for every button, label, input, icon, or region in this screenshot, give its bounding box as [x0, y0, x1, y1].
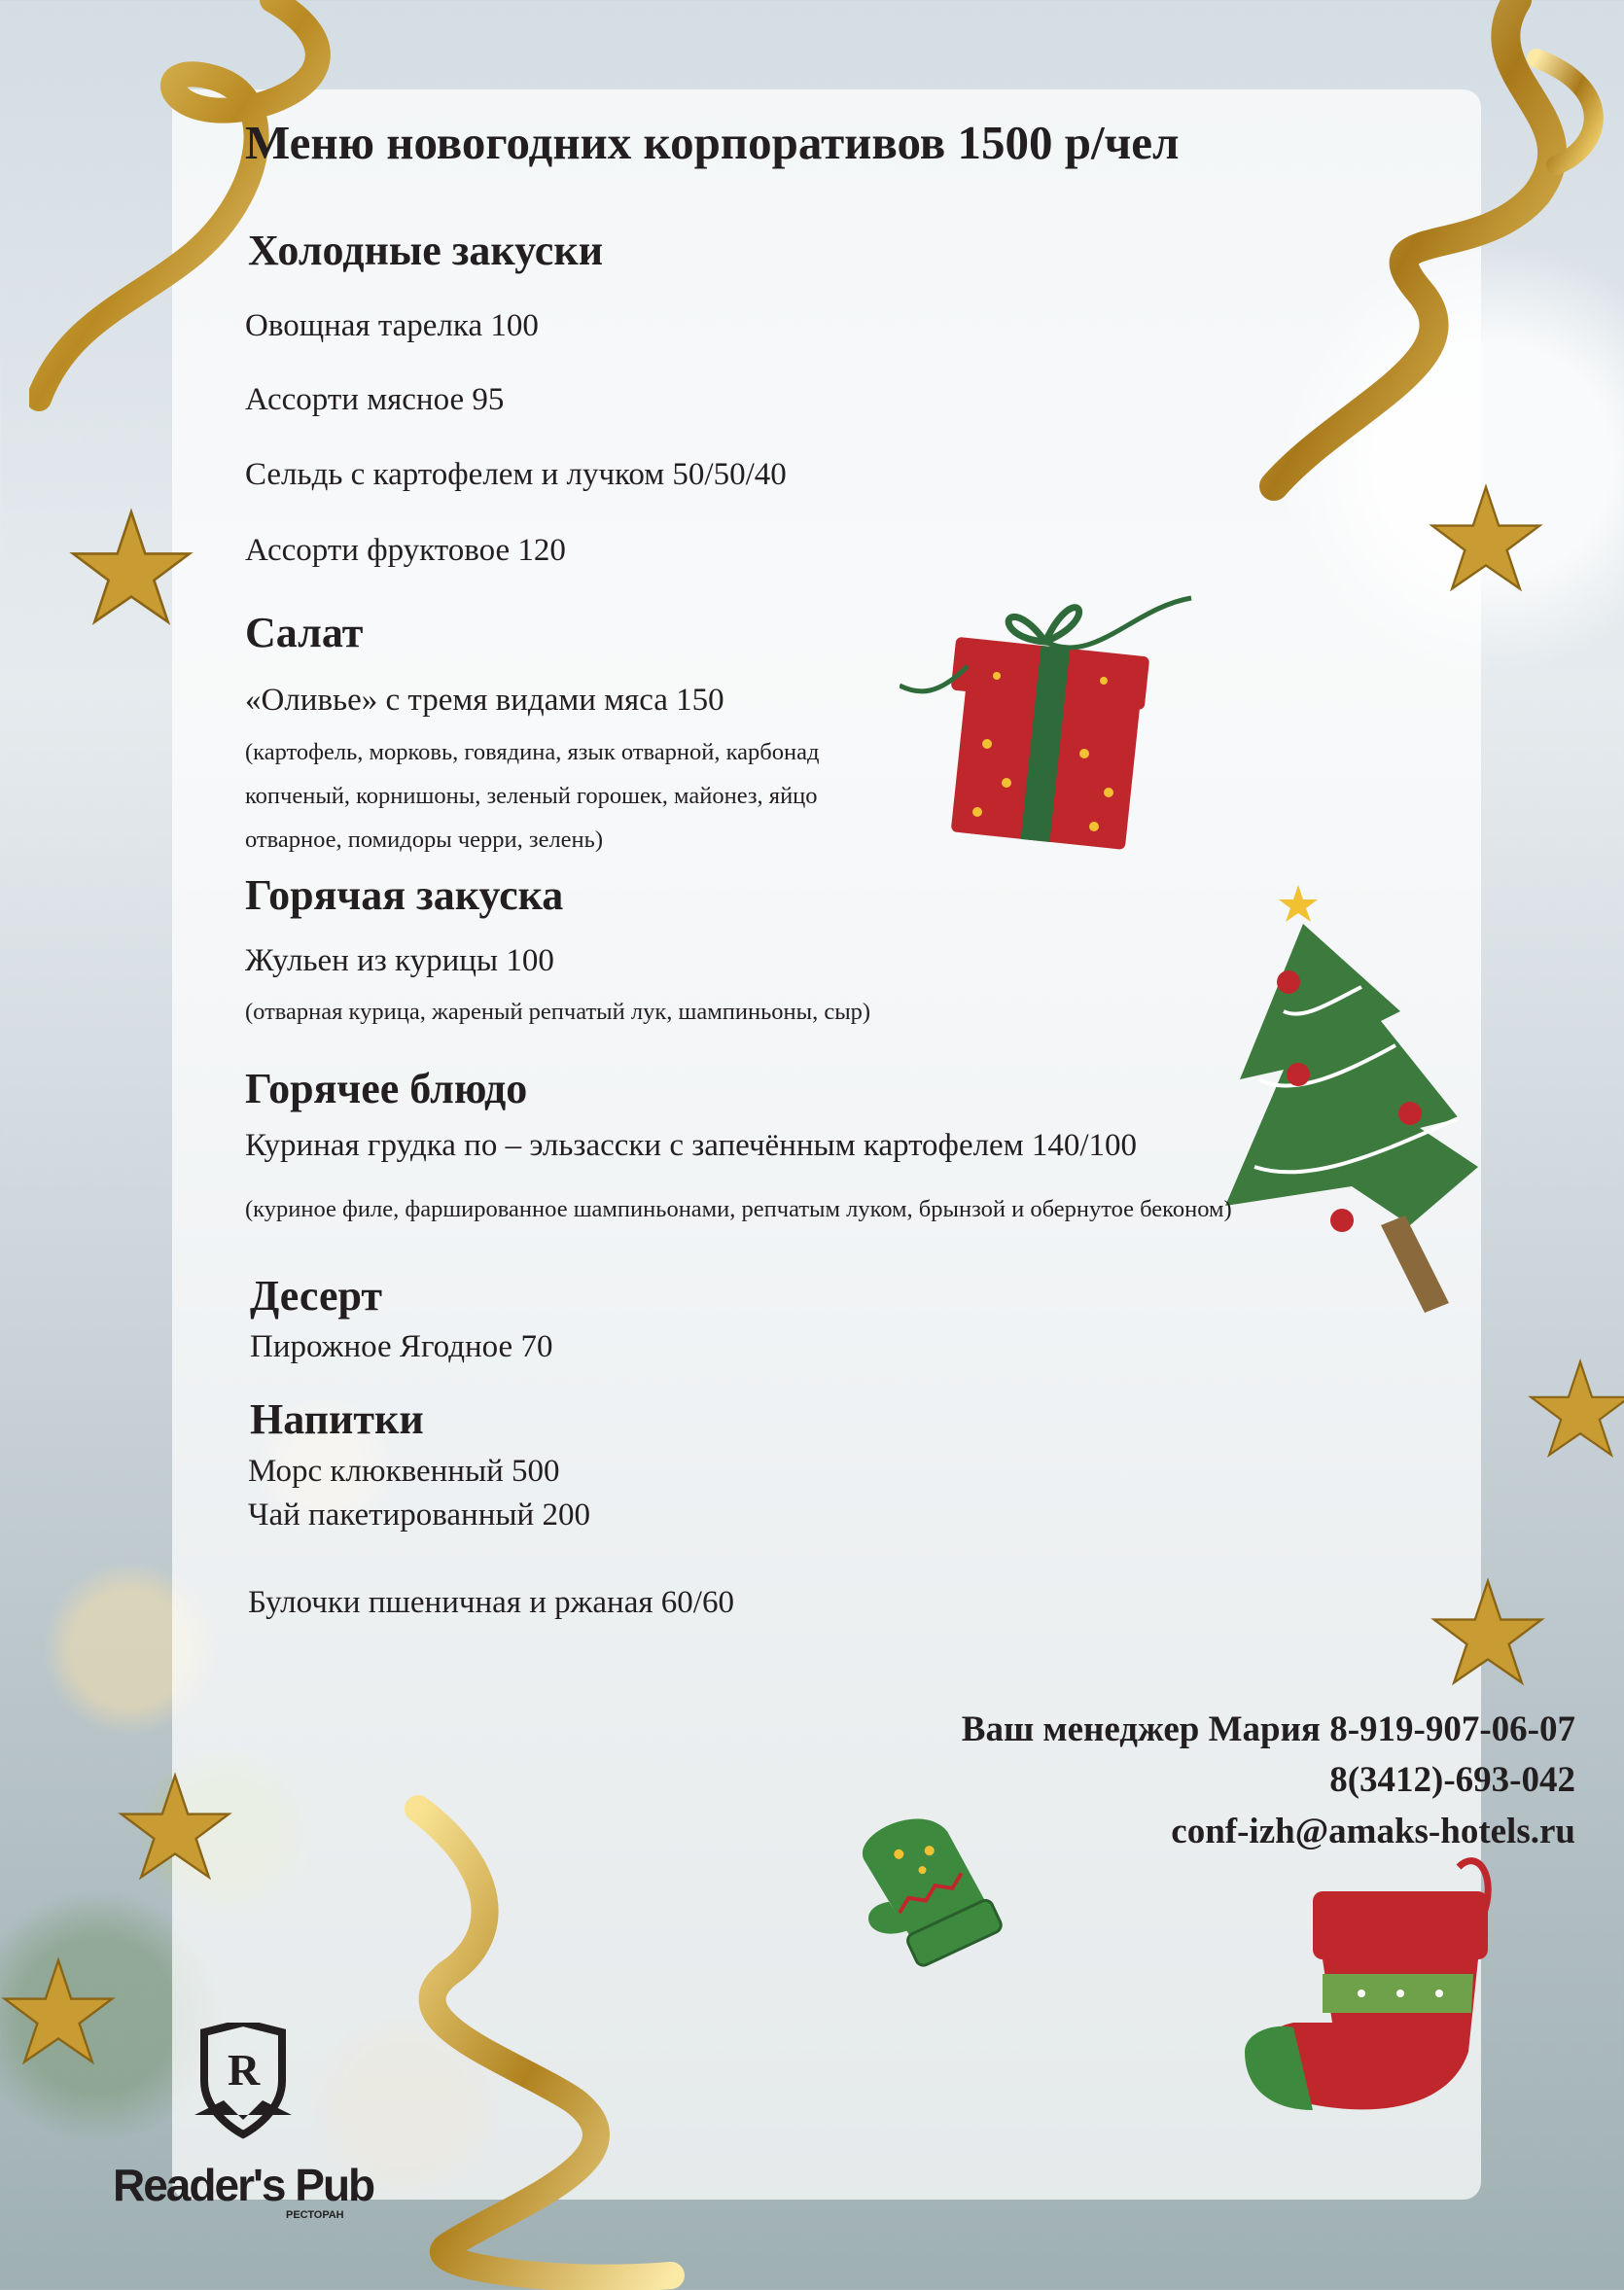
- star-icon: [68, 506, 194, 632]
- stocking-icon: [1235, 1838, 1527, 2130]
- item-description: отварное, помидоры черри, зелень): [245, 827, 604, 853]
- list-item: Сельдь с картофелем и лучком 50/50/40: [245, 457, 787, 492]
- phone-number[interactable]: 8(3412)-693-042: [1329, 1760, 1575, 1800]
- list-item: «Оливье» с тремя видами мяса 150: [245, 683, 724, 718]
- section-heading-hot-snack: Горячая закуска: [245, 871, 564, 919]
- star-icon: [0, 1955, 117, 2071]
- star-icon: [117, 1770, 233, 1886]
- page-title: Меню новогодних корпоративов 1500 р/чел: [245, 116, 1180, 169]
- christmas-tree-icon: [1225, 875, 1536, 1322]
- mitten-icon: [817, 1809, 1031, 1984]
- bread-item: Булочки пшеничная и ржаная 60/60: [248, 1585, 734, 1620]
- list-item: Чай пакетированный 200: [248, 1497, 590, 1533]
- email-link[interactable]: conf-izh@amaks-hotels.ru: [1171, 1812, 1575, 1851]
- section-heading-hot-dish: Горячее блюдо: [245, 1065, 528, 1112]
- list-item: Куриная грудка по – эльзасски с запечённым картофелем 140/100: [245, 1128, 1138, 1163]
- list-item: Овощная тарелка 100: [245, 308, 539, 343]
- item-description: (куриное филе, фаршированное шампиньонами, репчатым луком, брынзой и обернутое беконом): [245, 1196, 1232, 1222]
- list-item: Ассорти фруктовое 120: [245, 533, 566, 568]
- section-heading-cold: Холодные закуски: [248, 227, 604, 274]
- gold-ribbon-top-left: [29, 0, 360, 418]
- section-heading-dessert: Десерт: [250, 1272, 382, 1320]
- section-heading-drinks: Напитки: [250, 1395, 424, 1443]
- item-description: (картофель, морковь, говядина, язык отварной, карбонад: [245, 739, 820, 765]
- manager-contact: Ваш менеджер Мария 8-919-907-06-07: [961, 1709, 1575, 1749]
- star-icon: [1430, 1575, 1546, 1692]
- logo-letter: R: [228, 2045, 261, 2095]
- gift-box-icon: [900, 549, 1211, 861]
- item-description: (отварная курица, жареный репчатый лук, шампиньоны, сыр): [245, 999, 871, 1025]
- list-item: Морс клюквенный 500: [248, 1454, 560, 1489]
- gold-ribbon-top-right: [1245, 0, 1624, 506]
- star-icon: [1527, 1356, 1624, 1463]
- star-icon: [1428, 481, 1544, 598]
- restaurant-logo: [113, 2023, 375, 2246]
- list-item: Пирожное Ягодное 70: [250, 1329, 553, 1364]
- section-heading-salad: Салат: [245, 609, 364, 656]
- gold-ribbon-bottom: [360, 1789, 749, 2290]
- item-description: копченый, корнишоны, зеленый горошек, майонез, яйцо: [245, 783, 818, 809]
- logo-name: Reader's Pub: [113, 2160, 374, 2210]
- list-item: Ассорти мясное 95: [245, 382, 505, 417]
- list-item: Жульен из курицы 100: [245, 943, 554, 978]
- logo-subtitle: РЕСТОРАН: [286, 2209, 344, 2221]
